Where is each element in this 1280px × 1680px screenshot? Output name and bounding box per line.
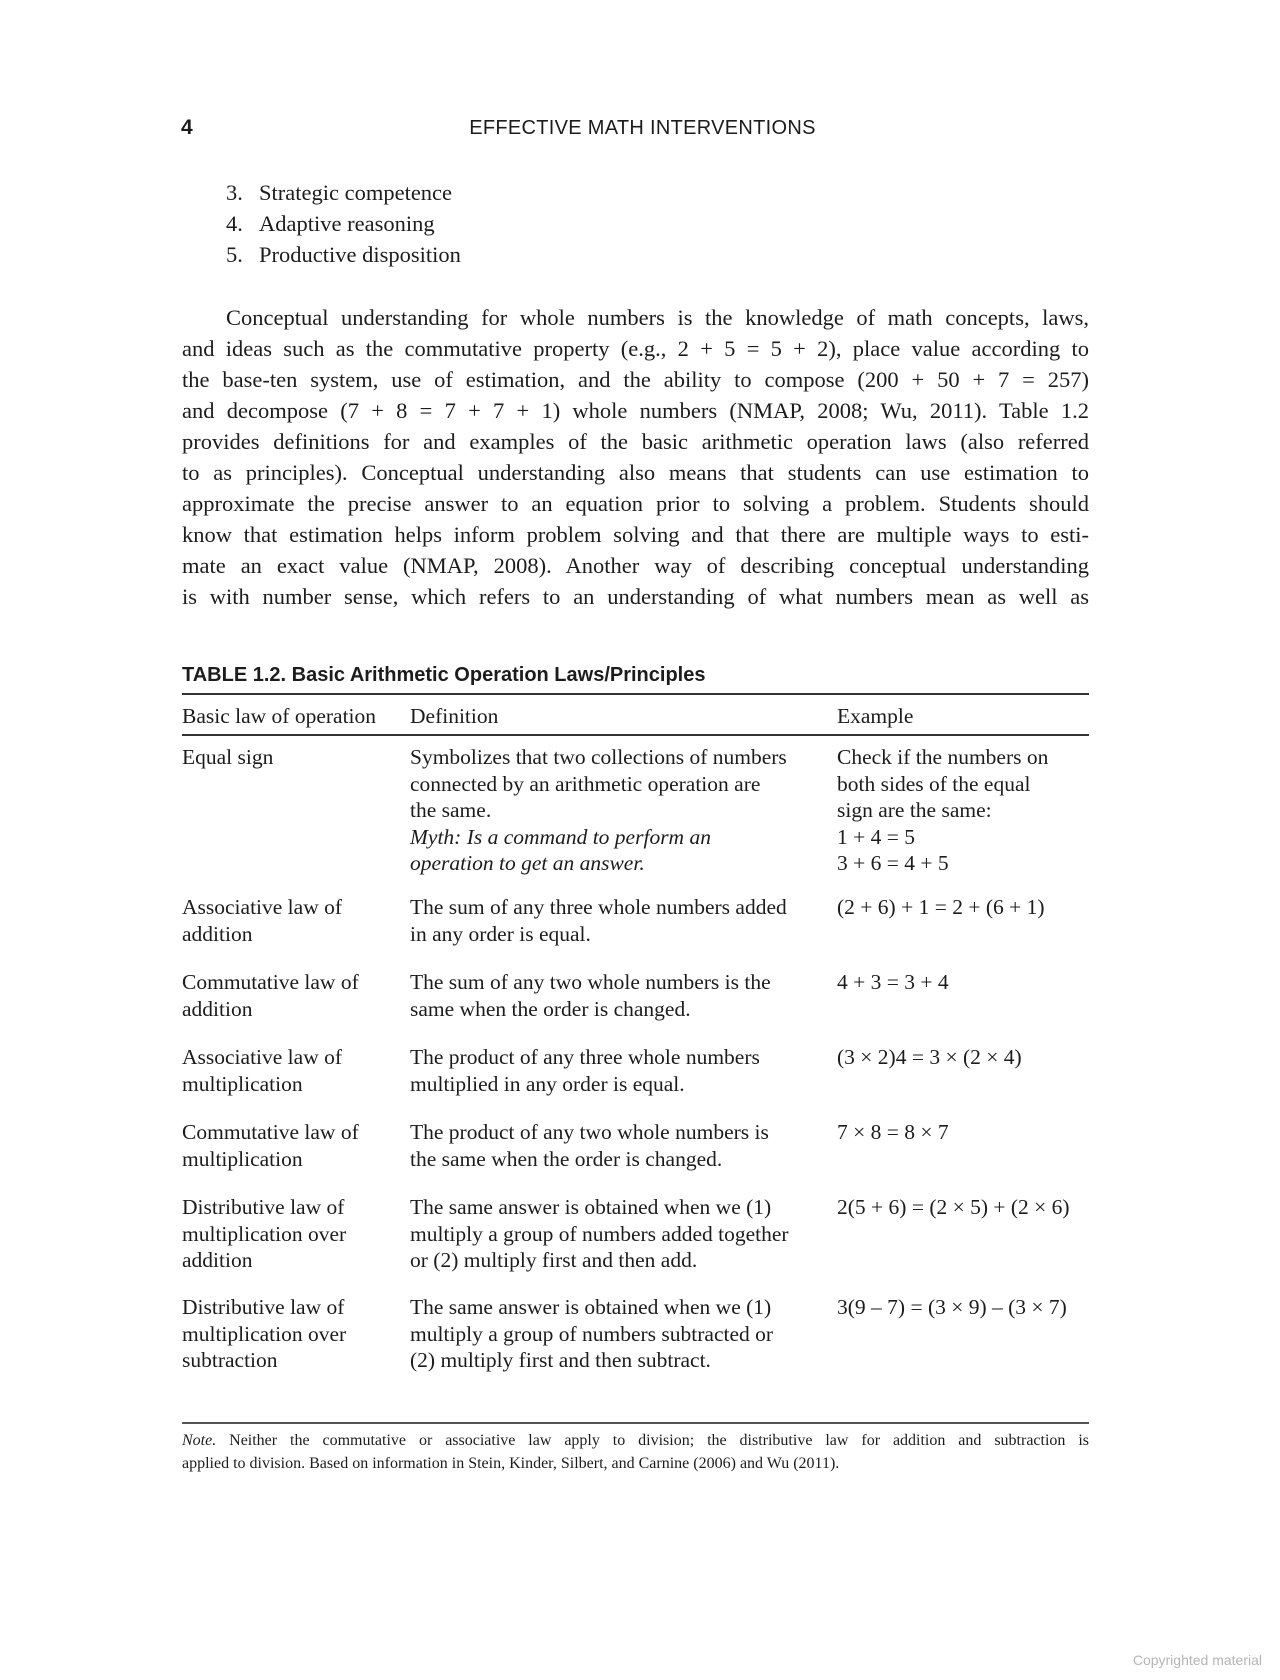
- cell-definition: [410, 1194, 825, 1274]
- cell-law: [182, 1119, 392, 1172]
- paragraph-line: to as principles). Conceptual understanding also means that students can use estimation to: [182, 460, 1089, 485]
- cell-line: The same answer is obtained when we (1): [410, 1195, 772, 1219]
- cell-line: subtraction: [182, 1348, 278, 1373]
- cell-line: addition: [182, 1248, 253, 1273]
- cell-definition: [410, 969, 825, 1022]
- table-bottom-rule: [182, 1422, 1089, 1424]
- note-line: applied to division. Based on information in Stein, Kinder, Silbert, and Carnine (2006) and Wu (2011).: [182, 1454, 840, 1472]
- cell-line: Equal sign: [182, 745, 274, 769]
- cell-definition: [410, 744, 825, 877]
- cell-line: multiplication over: [182, 1321, 347, 1346]
- table-top-rule: [182, 693, 1089, 695]
- cell-line: Associative law of: [182, 1045, 343, 1069]
- list-text: Adaptive reasoning: [259, 211, 435, 236]
- list-number: 5.: [226, 242, 243, 267]
- paragraph-line: is with number sense, which refers to an understanding of what numbers mean as well as: [182, 584, 1089, 609]
- cell-line: 3 + 6 = 4 + 5: [837, 851, 949, 876]
- cell-line: Check if the numbers on: [837, 745, 1049, 769]
- cell-law: [182, 1044, 392, 1097]
- cell-definition: [410, 1294, 825, 1374]
- cell-law: [182, 1194, 392, 1274]
- list-text: Productive disposition: [259, 242, 461, 267]
- cell-line: multiplication: [182, 1146, 303, 1171]
- cell-law: [182, 969, 392, 1022]
- cell-line: Distributive law of: [182, 1295, 345, 1319]
- note-text: Neither the commutative or associative law apply to division; the distributive law for addition and subtraction is: [216, 1432, 1089, 1449]
- paragraph-line: and ideas such as the commutative property (e.g., 2 + 5 = 5 + 2), place value according to: [182, 336, 1089, 361]
- cell-example: [837, 1194, 1097, 1221]
- cell-line: addition: [182, 996, 253, 1021]
- list-number: 4.: [226, 211, 243, 236]
- cell-line: The product of any two whole numbers is: [410, 1120, 769, 1144]
- cell-line: 2(5 + 6) = (2 × 5) + (2 × 6): [837, 1195, 1070, 1219]
- paragraph-line: know that estimation helps inform problem solving and that there are multiple ways to esti-: [182, 522, 1089, 547]
- cell-line: Commutative law of: [182, 970, 359, 994]
- cell-line: multiplied in any order is equal.: [410, 1071, 685, 1096]
- paragraph-line: provides definitions for and examples of the basic arithmetic operation laws (also referred: [182, 429, 1089, 454]
- cell-line: addition: [182, 921, 253, 946]
- cell-line: The same answer is obtained when we (1): [410, 1295, 772, 1319]
- table-header-example: Example: [837, 704, 914, 728]
- cell-line: (2) multiply first and then subtract.: [410, 1348, 711, 1373]
- cell-line: the same when the order is changed.: [410, 1146, 723, 1171]
- cell-definition: [410, 1119, 825, 1172]
- cell-line: Associative law of: [182, 895, 343, 919]
- table-title: TABLE 1.2. Basic Arithmetic Operation Laws/Principles: [182, 664, 706, 686]
- cell-line: (2 + 6) + 1 = 2 + (6 + 1): [837, 895, 1045, 919]
- cell-line: or (2) multiply first and then add.: [410, 1248, 698, 1273]
- table-header-rule: [182, 734, 1089, 736]
- body-paragraph: [182, 302, 1089, 612]
- cell-line: The product of any three whole numbers: [410, 1045, 760, 1069]
- cell-definition: [410, 894, 825, 947]
- cell-line: Commutative law of: [182, 1120, 359, 1144]
- list-text: Strategic competence: [259, 180, 453, 205]
- list-item: [226, 239, 461, 270]
- paragraph-line: mate an exact value (NMAP, 2008). Another way of describing conceptual understanding: [182, 553, 1089, 578]
- paragraph-line: and decompose (7 + 8 = 7 + 7 + 1) whole numbers (NMAP, 2008; Wu, 2011). Table 1.2: [182, 398, 1089, 423]
- list-number: 3.: [226, 180, 243, 205]
- cell-line: the same.: [410, 798, 492, 823]
- list-item: [226, 177, 461, 208]
- paragraph-line: Conceptual understanding for whole numbers is the knowledge of math concepts, laws,: [226, 305, 1089, 330]
- cell-example: [837, 894, 1097, 921]
- table-header-definition: Definition: [410, 704, 499, 728]
- cell-law: [182, 894, 392, 947]
- cell-line: 3(9 – 7) = (3 × 9) – (3 × 7): [837, 1295, 1067, 1319]
- cell-line: 4 + 3 = 3 + 4: [837, 970, 949, 994]
- copyright-watermark: Copyrighted material: [1132, 1652, 1262, 1668]
- cell-definition: [410, 1044, 825, 1097]
- running-head: EFFECTIVE MATH INTERVENTIONS: [469, 117, 816, 139]
- cell-example: [837, 744, 1097, 877]
- page-number: 4: [181, 116, 193, 139]
- table-note: [182, 1430, 1089, 1475]
- cell-line: Distributive law of: [182, 1195, 345, 1219]
- cell-line-italic: operation to get an answer.: [410, 851, 645, 876]
- cell-line: multiply a group of numbers added together: [410, 1221, 789, 1246]
- cell-line: connected by an arithmetic operation are: [410, 771, 761, 796]
- cell-line: (3 × 2)4 = 3 × (2 × 4): [837, 1045, 1022, 1069]
- cell-line: The sum of any three whole numbers added: [410, 895, 787, 919]
- cell-line: in any order is equal.: [410, 921, 591, 946]
- cell-example: [837, 1294, 1097, 1321]
- cell-line: 1 + 4 = 5: [837, 824, 916, 849]
- cell-line: multiplication: [182, 1071, 303, 1096]
- paragraph-line: the base-ten system, use of estimation, and the ability to compose (200 + 50 + 7 = 257): [182, 367, 1089, 392]
- cell-example: [837, 1044, 1097, 1071]
- cell-line: same when the order is changed.: [410, 996, 691, 1021]
- cell-line: The sum of any two whole numbers is the: [410, 970, 771, 994]
- cell-example: [837, 969, 1097, 996]
- cell-line: Symbolizes that two collections of numbers: [410, 745, 787, 769]
- cell-law: [182, 744, 392, 771]
- list-item: [226, 208, 461, 239]
- cell-law: [182, 1294, 392, 1374]
- cell-line-italic: Myth: Is a command to perform an: [410, 824, 711, 849]
- numbered-list: [226, 177, 461, 270]
- cell-line: multiply a group of numbers subtracted or: [410, 1321, 774, 1346]
- cell-line: sign are the same:: [837, 798, 992, 823]
- paragraph-line: approximate the precise answer to an equation prior to solving a problem. Students should: [182, 491, 1089, 516]
- cell-line: multiplication over: [182, 1221, 347, 1246]
- table-header-law: Basic law of operation: [182, 704, 377, 728]
- note-label: Note.: [182, 1432, 217, 1449]
- cell-line: both sides of the equal: [837, 771, 1031, 796]
- cell-line: 7 × 8 = 8 × 7: [837, 1120, 949, 1144]
- note-line: [182, 1430, 1089, 1453]
- cell-example: [837, 1119, 1097, 1146]
